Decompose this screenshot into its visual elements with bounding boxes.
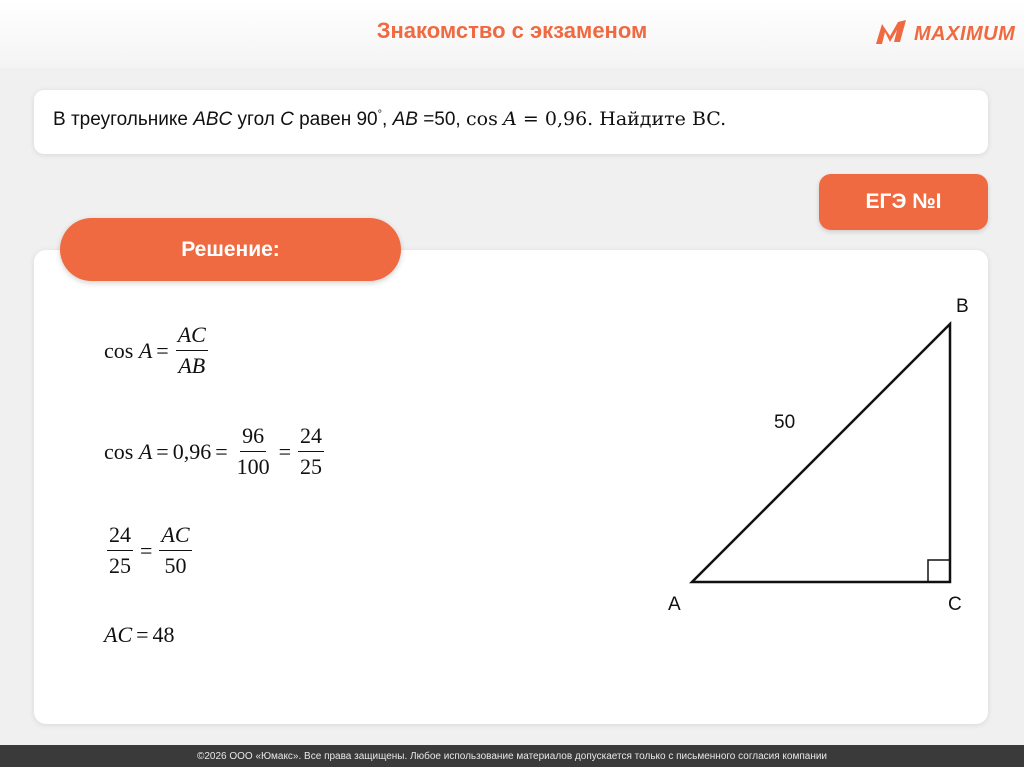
fraction	[107, 522, 133, 579]
task-question: . Найдите BC.	[587, 108, 727, 130]
footer-copyright: ©2026 ООО «Юмакс». Все права защищены. Любое использование материалов допускается только с письменного согласия компании	[0, 745, 1024, 767]
task-text-part: угол	[232, 109, 281, 130]
value: 0,96	[172, 438, 212, 464]
variable: A	[138, 438, 153, 464]
fraction	[159, 522, 191, 579]
task-text-part: ,	[382, 109, 393, 130]
fraction	[176, 322, 208, 379]
task-cos-value: = 0,96	[516, 108, 588, 130]
logo-text: MAXIMUM	[914, 22, 1016, 45]
denominator: 100	[236, 454, 270, 479]
cos-function: cos	[104, 438, 134, 464]
value: 48	[152, 622, 175, 647]
task-text-part: В треугольнике	[53, 109, 194, 130]
right-angle-mark	[928, 560, 950, 582]
vertex-label-a: A	[668, 594, 681, 615]
equals-sign: =	[215, 438, 228, 464]
task-text-part: равен 90	[293, 109, 378, 130]
numerator: 24	[107, 522, 133, 551]
denominator: 25	[300, 454, 323, 479]
equals-sign: =	[156, 337, 169, 363]
maximum-logo-icon	[872, 16, 912, 52]
vertex-label-b: B	[956, 296, 969, 317]
variable: A	[138, 337, 153, 363]
denominator: AB	[178, 353, 206, 378]
equals-sign: =	[140, 537, 153, 563]
task-var-a: A	[503, 108, 517, 130]
task-angle-name: C	[280, 109, 294, 130]
task-cos: cos	[466, 108, 498, 130]
task-side-name: AB	[392, 109, 418, 130]
solution-heading: Решение:	[60, 218, 401, 281]
numerator: 24	[298, 423, 324, 452]
page-title: Знакомство с экзаменом	[376, 18, 648, 43]
triangle-shape	[692, 324, 950, 582]
denominator: 25	[109, 553, 131, 578]
fraction	[298, 423, 324, 480]
equals-sign: =	[278, 438, 292, 464]
triangle-diagram	[650, 290, 980, 630]
equation-2	[104, 423, 327, 480]
equation-4	[104, 622, 175, 648]
exam-badge: ЕГЭ №I	[819, 174, 988, 230]
numerator: 96	[240, 423, 266, 452]
fraction	[235, 423, 272, 480]
vertex-label-c: C	[948, 594, 962, 615]
equals-sign: =	[156, 438, 169, 464]
equals-sign: =	[136, 622, 149, 647]
task-statement	[53, 108, 726, 131]
task-text-part: =50,	[417, 109, 466, 130]
equation-1	[104, 322, 211, 379]
cos-function: cos	[104, 337, 134, 363]
denominator: 50	[164, 553, 187, 578]
numerator: AC	[176, 322, 208, 351]
hypotenuse-label: 50	[774, 412, 796, 433]
task-card	[34, 90, 988, 154]
variable: AC	[104, 622, 133, 647]
equation-3	[104, 522, 195, 579]
brand-logo	[872, 14, 1015, 54]
degree-sign: °	[377, 108, 382, 121]
task-triangle-name: ABC	[193, 109, 233, 130]
numerator: AC	[159, 522, 191, 551]
